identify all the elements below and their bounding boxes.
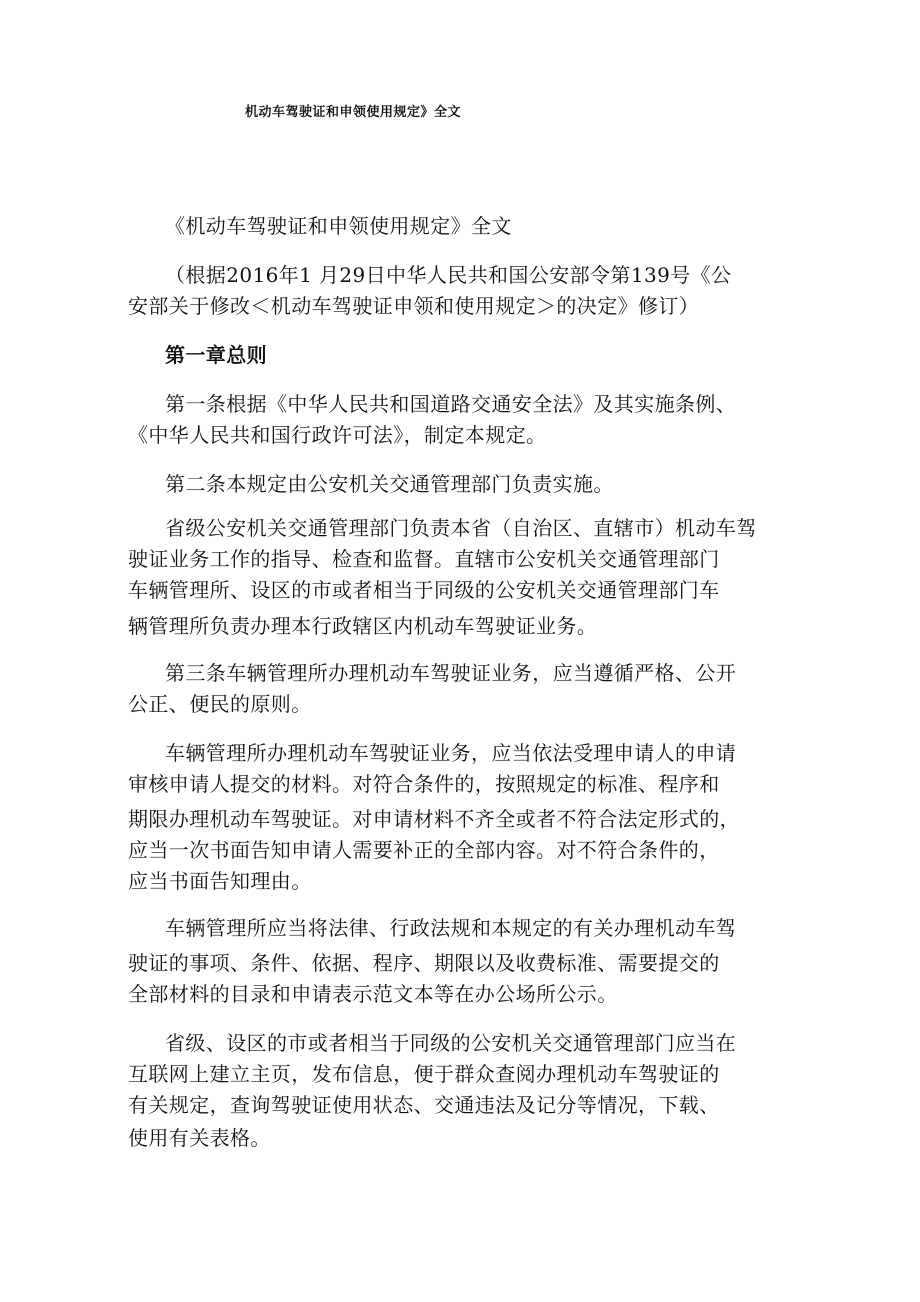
paragraph-line: 审核申请人提交的材料。对符合条件的，按照规定的标准、程序和 <box>128 772 720 796</box>
basis-note-line: （根据2016年1 月29日中华人民共和国公安部令第139号《公 <box>165 263 732 287</box>
document-title: 《机动车驾驶证和申领使用规定》全文 <box>165 214 512 238</box>
paragraph-line: 辆管理所负责办理本行政辖区内机动车驾驶证业务。 <box>128 614 598 638</box>
paragraph-line: 全部材料的目录和申请表示范文本等在办公场所公示。 <box>128 982 618 1006</box>
paragraph-line: 省级公安机关交通管理部门负责本省（自治区、直辖市）机动车驾 <box>165 516 757 540</box>
paragraph-line: 第三条车辆管理所办理机动车驾驶证业务，应当遵循严格、公开 <box>165 661 737 685</box>
paragraph-line: 第一条根据《中华人民共和国道路交通安全法》及其实施条例、 <box>165 392 737 416</box>
paragraph-line: 期限办理机动车驾驶证。对申请材料不齐全或者不符合法定形式的， <box>128 807 740 831</box>
running-header: 机动车驾驶证和申领使用规定》全文 <box>245 105 462 120</box>
paragraph-line: 车辆管理所、设区的市或者相当于同级的公安机关交通管理部门车 <box>128 578 720 602</box>
paragraph-line: 使用有关表格。 <box>128 1126 271 1150</box>
paragraph-line: 应当书面告知理由。 <box>128 869 312 893</box>
paragraph-line: 省级、设区的市或者相当于同级的公安机关交通管理部门应当在 <box>165 1031 737 1055</box>
basis-note-line: 安部关于修改＜机动车驾驶证申领和使用规定＞的决定》修订） <box>128 294 700 318</box>
chapter-heading: 第一章总则 <box>165 343 267 367</box>
paragraph-line: 应当一次书面告知申请人需要补正的全部内容。对不符合条件的， <box>128 838 720 862</box>
paragraph-line: 《中华人民共和国行政许可法》，制定本规定。 <box>128 423 547 447</box>
paragraph-line: 互联网上建立主页，发布信息，便于群众查阅办理机动车驾驶证的 <box>128 1062 720 1086</box>
paragraph-line: 有关规定，查询驾驶证使用状态、交通违法及记分等情况，下载、 <box>128 1093 720 1117</box>
paragraph-line: 车辆管理所应当将法律、行政法规和本规定的有关办理机动车驾 <box>165 916 737 940</box>
paragraph-line: 车辆管理所办理机动车驾驶证业务，应当依法受理申请人的申请 <box>165 741 737 765</box>
paragraph-line: 公正、便民的原则。 <box>128 692 312 716</box>
paragraph-line: 驶证业务工作的指导、检查和监督。直辖市公安机关交通管理部门 <box>128 547 720 571</box>
paragraph-line: 驶证的事项、条件、依据、程序、期限以及收费标准、需要提交的 <box>128 951 720 975</box>
paragraph-line: 第二条本规定由公安机关交通管理部门负责实施。 <box>165 472 614 496</box>
